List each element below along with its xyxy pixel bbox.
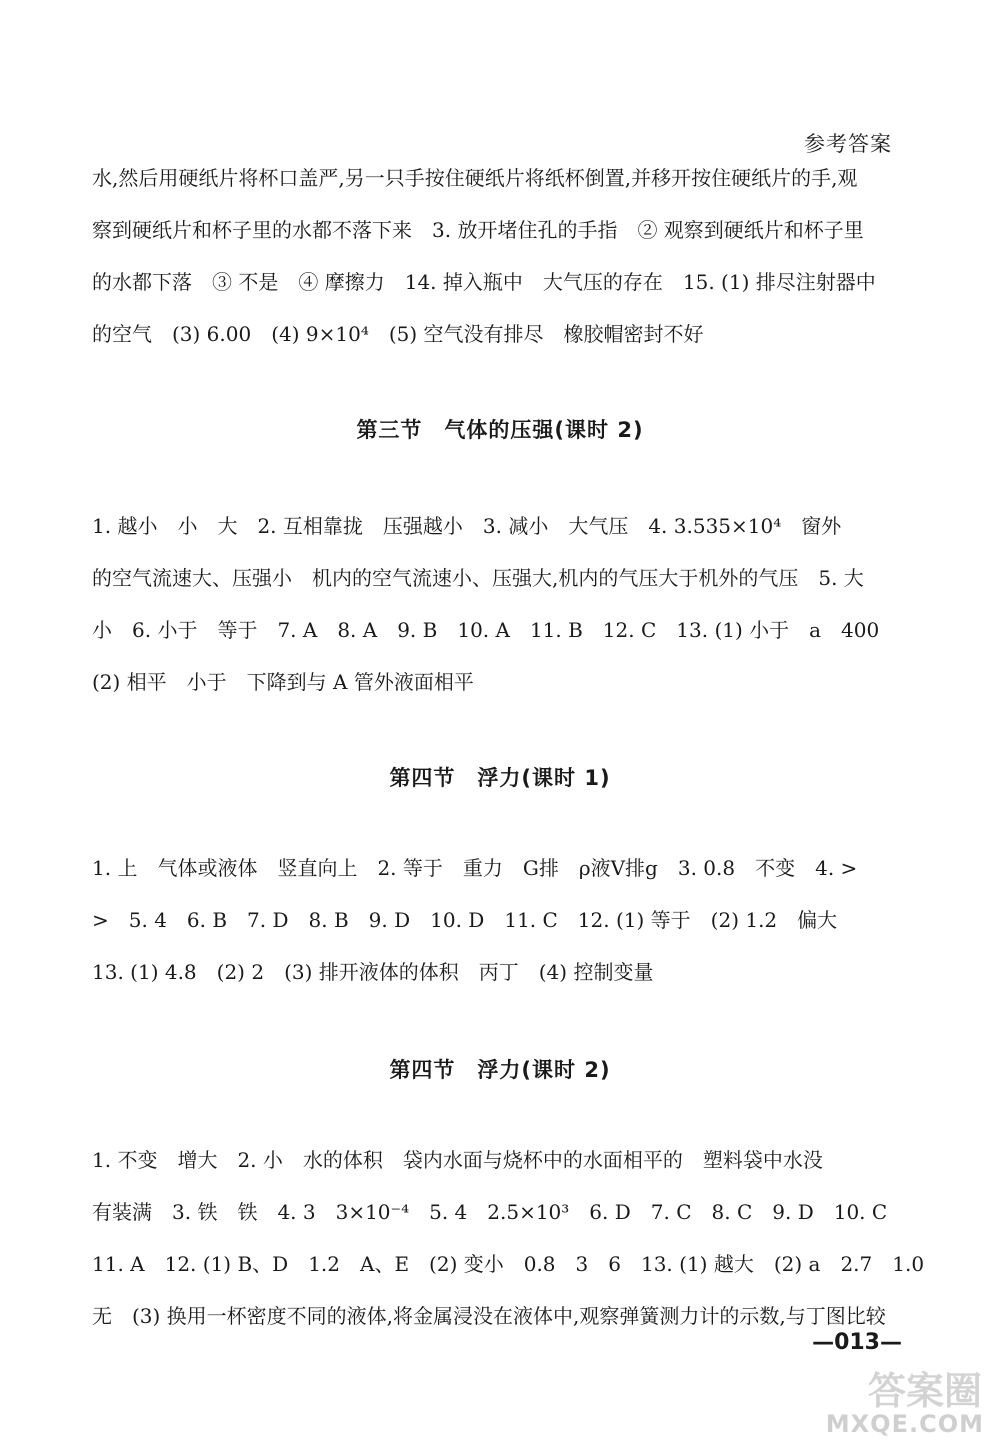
text-line: 11. A 12. (1) B、D 1.2 A、E (2) 变小 0.8 3 6 13. (1) 越大 (2) a 2.7 1.0 <box>92 1252 925 1276</box>
text-line: 水,然后用硬纸片将杯口盖严,另一只手按住硬纸片将纸杯倒置,并移开按住硬纸片的手,观 <box>92 166 858 190</box>
answer-block-buoyancy-2 <box>92 1134 925 1342</box>
text-line: 13. (1) 4.8 (2) 2 (3) 排开液体的体积 丙丁 (4) 控制变量 <box>92 960 654 984</box>
watermark-site: MXQE.COM <box>825 1410 984 1438</box>
text-line: 的空气流速大、压强小 机内的空气流速小、压强大,机内的气压大于机外的气压 5. 大 <box>92 566 864 590</box>
answer-block-buoyancy-1 <box>92 842 902 998</box>
answer-block-continued <box>92 152 902 360</box>
section-title-buoyancy-1: 第四节 浮力(课时 1) <box>389 766 611 790</box>
section-title-buoyancy-2: 第四节 浮力(课时 2) <box>389 1058 611 1082</box>
text-line: 的空气 (3) 6.00 (4) 9×10⁴ (5) 空气没有排尽 橡胶帽密封不好 <box>92 322 704 346</box>
text-line: 1. 越小 小 大 2. 互相靠拢 压强越小 3. 减小 大气压 4. 3.535×10⁴ 窗外 <box>92 514 842 538</box>
page-header: 参考答案 <box>804 132 892 156</box>
text-line: > 5. 4 6. B 7. D 8. B 9. D 10. D 11. C 12. (1) 等于 (2) 1.2 偏大 <box>92 908 838 932</box>
watermark <box>825 1360 990 1442</box>
answer-block-gas-pressure-2 <box>92 500 902 708</box>
text-line: 1. 不变 增大 2. 小 水的体积 袋内水面与烧杯中的水面相平的 塑料袋中水没 <box>92 1148 823 1172</box>
text-line: 察到硬纸片和杯子里的水都不落下来 3. 放开堵住孔的手指 ② 观察到硬纸片和杯子里 <box>92 218 864 242</box>
text-line: 有装满 3. 铁 铁 4. 3 3×10⁻⁴ 5. 4 2.5×10³ 6. D 7. C 8. C 9. D 10. C <box>92 1200 888 1224</box>
text-line: 无 (3) 换用一杯密度不同的液体,将金属浸没在液体中,观察弹簧测力计的示数,与丁图比较 <box>92 1304 886 1328</box>
watermark-logo: 答案圈 <box>867 1369 982 1413</box>
text-line: 小 6. 小于 等于 7. A 8. A 9. B 10. A 11. B 12. C 13. (1) 小于 a 400 <box>92 618 880 642</box>
text-line: 的水都下落 ③ 不是 ④ 摩擦力 14. 掉入瓶中 大气压的存在 15. (1) 排尽注射器中 <box>92 270 876 294</box>
text-line: 1. 上 气体或液体 竖直向上 2. 等于 重力 G排 ρ液V排g 3. 0.8 不变 4. > <box>92 856 858 880</box>
text-line: (2) 相平 小于 下降到与 A 管外液面相平 <box>92 670 474 694</box>
page-number: —013— <box>812 1330 902 1355</box>
section-title-gas-pressure-2: 第三节 气体的压强(课时 2) <box>356 418 644 442</box>
